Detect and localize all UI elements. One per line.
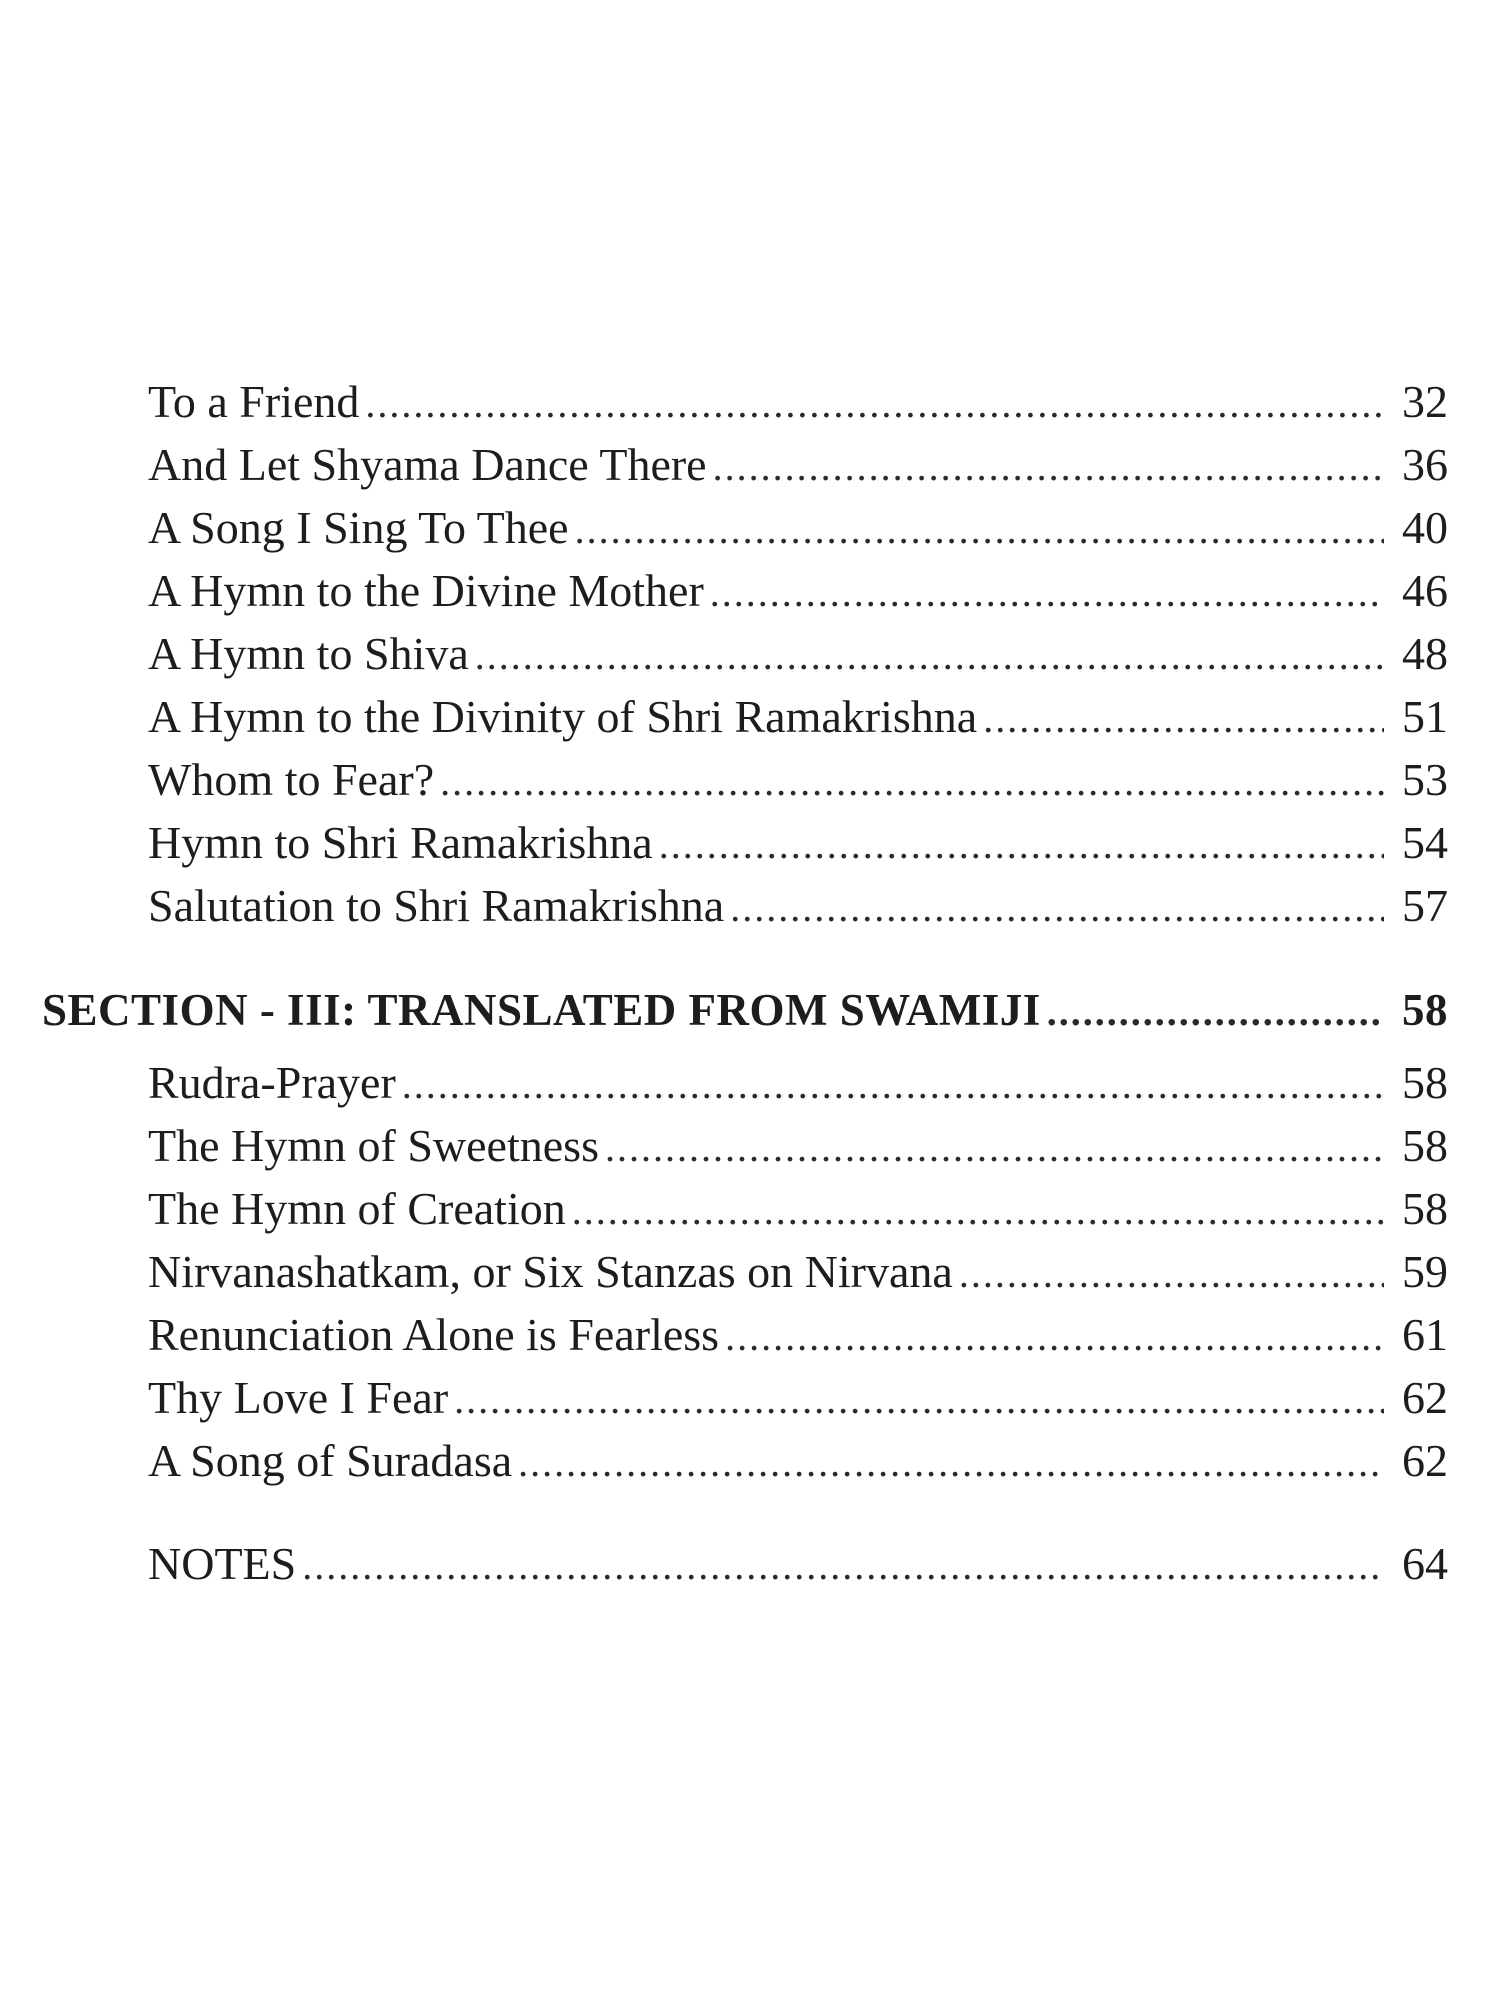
dot-leader	[572, 1179, 1384, 1242]
toc-entry	[0, 1177, 1500, 1240]
dot-leader	[710, 561, 1384, 624]
toc-entry-title: To a Friend	[148, 376, 360, 427]
toc-entry-page: 40	[1402, 502, 1448, 553]
toc-entry-page: 62	[1402, 1372, 1448, 1423]
toc-notes-entry	[0, 1532, 1500, 1595]
toc-entry	[0, 1366, 1500, 1429]
toc-entry-title: The Hymn of Sweetness	[148, 1120, 599, 1171]
notes-title: NOTES	[148, 1538, 297, 1589]
dot-leader	[365, 372, 1384, 435]
table-of-contents	[0, 370, 1500, 1595]
dot-leader	[475, 624, 1384, 687]
toc-entry-title: Salutation to Shri Ramakrishna	[148, 880, 725, 931]
toc-entry	[0, 559, 1500, 622]
dot-leader	[518, 1431, 1384, 1494]
toc-entry-title: Whom to Fear?	[148, 754, 435, 805]
toc-section-heading	[0, 975, 1500, 1045]
toc-entry-title: A Hymn to Shiva	[148, 628, 469, 679]
dot-leader	[605, 1116, 1384, 1179]
toc-entry-page: 58	[1402, 1183, 1448, 1234]
dot-leader	[454, 1368, 1384, 1431]
toc-entry-page: 36	[1402, 439, 1448, 490]
dot-leader	[725, 1305, 1384, 1368]
toc-entry-page: 58	[1402, 1057, 1448, 1108]
toc-entry	[0, 370, 1500, 433]
toc-entry-title: And Let Shyama Dance There	[148, 439, 707, 490]
dot-leader	[983, 687, 1384, 750]
toc-entry	[0, 622, 1500, 685]
toc-entry-title: Thy Love I Fear	[148, 1372, 449, 1423]
toc-entry	[0, 1303, 1500, 1366]
toc-entry	[0, 1240, 1500, 1303]
toc-entry-page: 61	[1402, 1309, 1448, 1360]
toc-entry-title: Nirvanashatkam, or Six Stanzas on Nirvana	[148, 1246, 953, 1297]
dot-leader	[302, 1534, 1384, 1597]
toc-entry	[0, 496, 1500, 559]
toc-entry-title: Hymn to Shri Ramakrishna	[148, 817, 653, 868]
toc-entry	[0, 433, 1500, 496]
toc-entry-title: A Song of Suradasa	[148, 1435, 513, 1486]
toc-entry	[0, 685, 1500, 748]
dot-leader	[713, 435, 1384, 498]
dot-leader	[659, 813, 1384, 876]
toc-entry-page: 59	[1402, 1246, 1448, 1297]
section-title: SECTION - III: TRANSLATED FROM SWAMIJI	[42, 985, 1041, 1035]
toc-entry-page: 58	[1402, 1120, 1448, 1171]
toc-entry-title: A Hymn to the Divine Mother	[148, 565, 704, 616]
toc-entry-title: Rudra-Prayer	[148, 1057, 396, 1108]
section-page: 58	[1402, 985, 1448, 1035]
toc-entry-title: The Hymn of Creation	[148, 1183, 566, 1234]
toc-entry-page: 32	[1402, 376, 1448, 427]
toc-entry-page: 57	[1402, 880, 1448, 931]
toc-entry-page: 54	[1402, 817, 1448, 868]
dot-leader	[1047, 977, 1384, 1047]
dot-leader	[402, 1053, 1384, 1116]
dot-leader	[959, 1242, 1384, 1305]
toc-entry-page: 51	[1402, 691, 1448, 742]
toc-entry-title: Renunciation Alone is Fearless	[148, 1309, 720, 1360]
toc-entry-title: A Hymn to the Divinity of Shri Ramakrishna	[148, 691, 978, 742]
toc-entry-page: 46	[1402, 565, 1448, 616]
toc-entry	[0, 874, 1500, 937]
toc-entry	[0, 1114, 1500, 1177]
dot-leader	[440, 750, 1384, 813]
toc-entry	[0, 811, 1500, 874]
dot-leader	[575, 498, 1384, 561]
toc-entry	[0, 748, 1500, 811]
toc-entry	[0, 1051, 1500, 1114]
dot-leader	[730, 876, 1384, 939]
toc-entry-page: 62	[1402, 1435, 1448, 1486]
toc-entry	[0, 1429, 1500, 1492]
notes-page: 64	[1402, 1538, 1448, 1589]
toc-entry-page: 48	[1402, 628, 1448, 679]
toc-entry-title: A Song I Sing To Thee	[148, 502, 569, 553]
toc-entry-page: 53	[1402, 754, 1448, 805]
